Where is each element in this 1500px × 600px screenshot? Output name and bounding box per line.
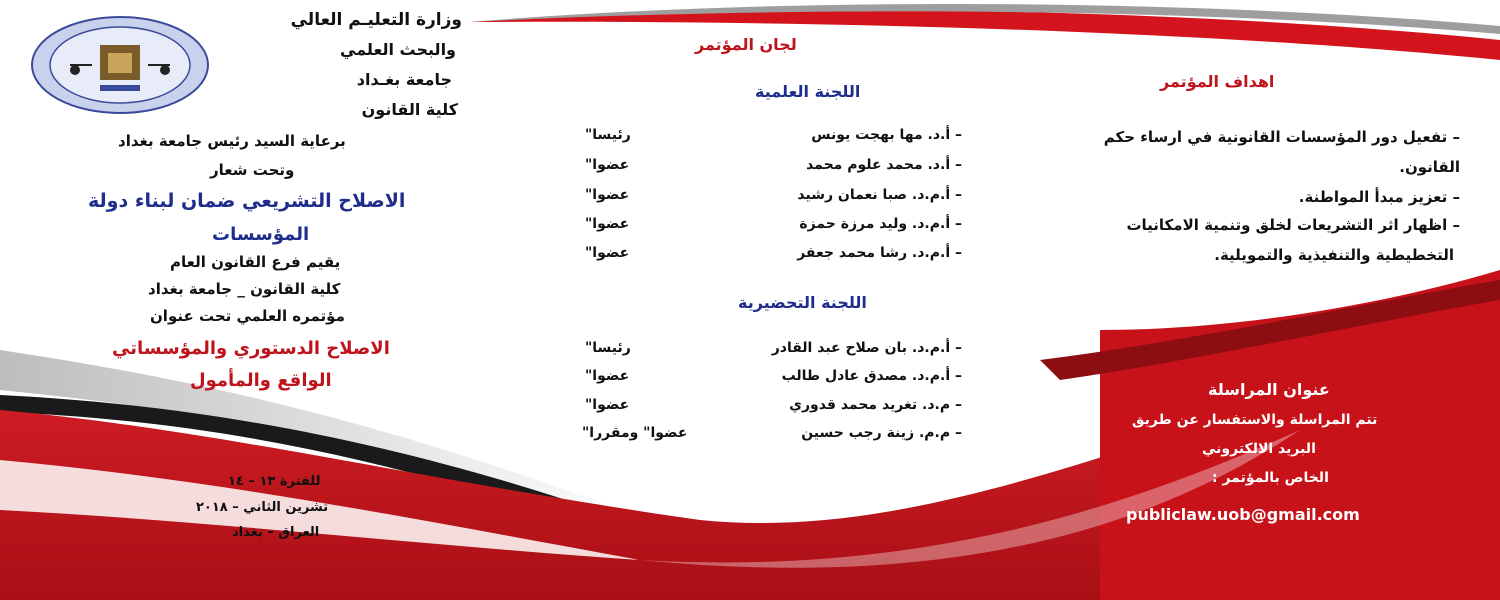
university-name: جامعة بغـداد xyxy=(356,70,452,89)
goal-item: – تفعيل دور المؤسسات القانونية في ارساء حكم xyxy=(1103,128,1460,146)
scientific-member-row xyxy=(797,245,962,261)
member-name: – أ.م.د. بان صلاح عبد القادر xyxy=(771,340,962,356)
location-text: العراق – بغداد xyxy=(232,525,320,540)
contact-title: عنوان المراسلة xyxy=(1208,380,1330,399)
member-name: – أ.م.د. وليد مرزة حمزة xyxy=(799,216,962,232)
preparatory-member-role: عضوا" ومقررا" xyxy=(582,425,688,441)
member-name: – أ.م.د. رشا محمد جعفر xyxy=(797,245,962,261)
goal-item: – اظهار اثر التشريعات لخلق وتنمية الامكانيات xyxy=(1126,216,1460,234)
preparatory-member-role: رئيسا" xyxy=(585,340,631,356)
member-name: – أ.م.د. مصدق عادل طالب xyxy=(781,368,962,384)
member-name: – أ.د. محمد علوم محمد xyxy=(806,157,962,173)
scientific-committee-title: اللجنة العلمية xyxy=(755,82,861,101)
scientific-member-row xyxy=(797,187,962,203)
slogan-intro: وتحت شعار xyxy=(210,161,295,179)
preparatory-member-role: عضوا" xyxy=(585,368,630,384)
conference-title-line1: الاصلاح الدستوري والمؤسساتي xyxy=(112,338,390,359)
scientific-member-role: عضوا" xyxy=(585,216,630,232)
college-name: كلية القانون xyxy=(361,100,458,119)
scientific-member-role: عضوا" xyxy=(585,157,630,173)
patronage-text: برعاية السيد رئيس جامعة بغداد xyxy=(118,132,346,150)
preparatory-member-row xyxy=(789,397,962,413)
preparatory-member-row xyxy=(801,425,962,441)
contact-line1: تتم المراسلة والاستفسار عن طريق xyxy=(1132,412,1378,428)
period-text: للفترة ١٣ – ١٤ xyxy=(228,474,321,489)
goal-item: التخطيطية والتنفيذية والتمويلية. xyxy=(1214,246,1454,264)
member-name: – أ.د. مها بهجت يونس xyxy=(811,127,962,143)
slogan-line1: الاصلاح التشريعي ضمان لبناء دولة xyxy=(88,190,406,212)
contact-line3: الخاص بالمؤتمر : xyxy=(1212,470,1329,486)
middle-panel xyxy=(520,0,1020,600)
member-name: – م.م. زينة رجب حسين xyxy=(801,425,962,441)
ministry-line1: وزارة التعليـم العالي xyxy=(290,10,462,30)
organizer-line1: يقيم فرع القانون العام xyxy=(170,253,341,271)
conference-title-line2: الواقع والمأمول xyxy=(190,370,332,391)
organizer-line2: كلية القانون _ جامعة بغداد xyxy=(148,280,341,298)
member-name: – أ.م.د. صبا نعمان رشيد xyxy=(797,187,962,203)
goal-item: القانون. xyxy=(1399,158,1460,176)
member-name: – م.د. تغريد محمد قدوري xyxy=(789,397,962,413)
preparatory-member-role: عضوا" xyxy=(585,397,630,413)
slogan-line2: المؤسسات xyxy=(212,224,310,245)
committees-title: لجان المؤتمر xyxy=(695,35,797,54)
scientific-member-role: عضوا" xyxy=(585,187,630,203)
preparatory-member-row xyxy=(782,368,962,384)
right-panel xyxy=(1040,0,1500,600)
contact-line2: البريد الالكتروني xyxy=(1202,441,1316,457)
month-year-text: تشرين الثاني – ٢٠١٨ xyxy=(196,500,329,515)
contact-email[interactable]: publiclaw.uob@gmail.com xyxy=(1126,505,1360,524)
scientific-member-row xyxy=(806,157,962,173)
ministry-line2: والبحث العلمي xyxy=(340,40,456,59)
organizer-line3: مؤتمره العلمي تحت عنوان xyxy=(150,307,345,325)
scientific-member-row xyxy=(799,216,962,232)
scientific-member-row xyxy=(811,127,962,143)
scientific-member-role: عضوا" xyxy=(585,245,630,261)
preparatory-member-row xyxy=(772,340,962,356)
university-seal-logo xyxy=(30,15,210,115)
goals-title: اهداف المؤتمر xyxy=(1160,72,1275,91)
preparatory-committee-title: اللجنة التحضيرية xyxy=(738,293,867,312)
scientific-member-role: رئيسا" xyxy=(585,127,631,143)
goal-item: – تعزيز مبدأ المواطنة. xyxy=(1298,188,1460,206)
